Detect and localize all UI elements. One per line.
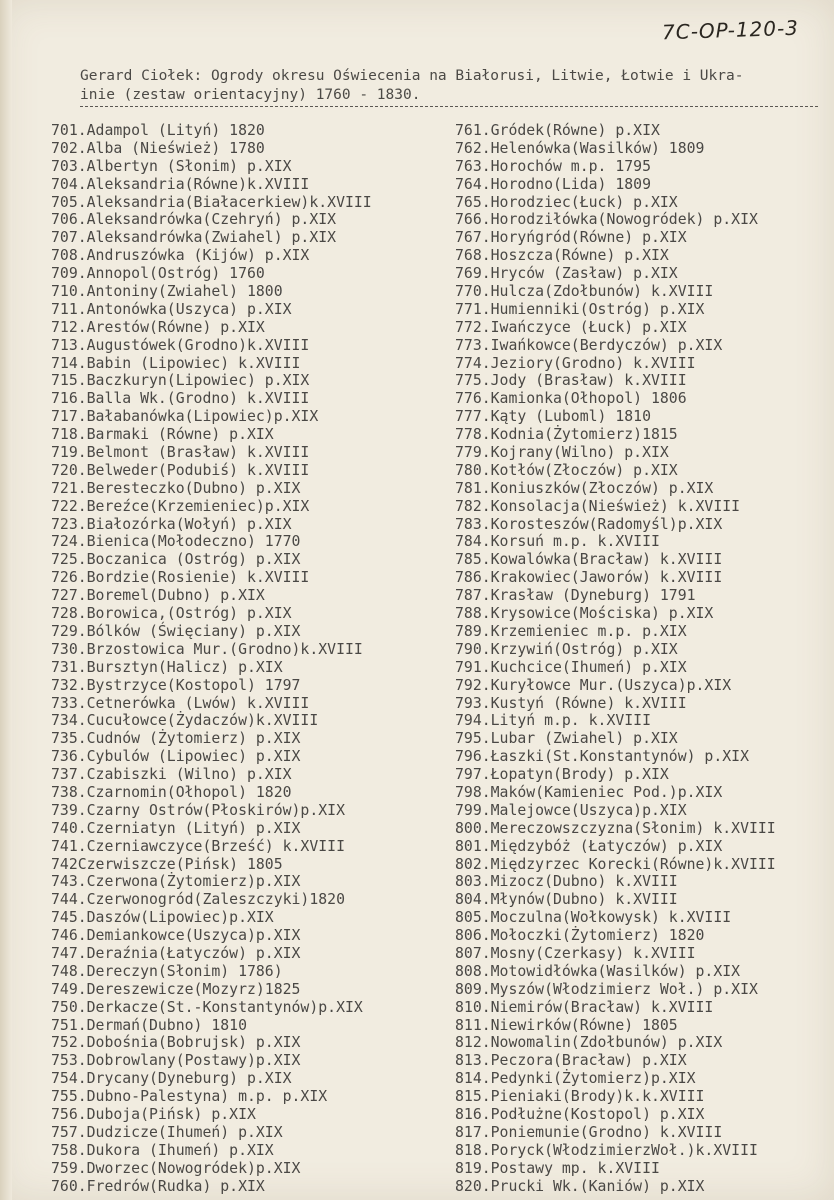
list-entry: 711.Antonówka(Uszyca) p.XIX bbox=[51, 300, 292, 318]
list-entry: 725.Boczanica (Ostróg) p.XIX bbox=[51, 551, 301, 569]
header-divider bbox=[80, 106, 818, 107]
list-entry: 797.Łopatyn(Brody) p.XIX bbox=[455, 766, 669, 784]
list-entry: 801.Międzybóż (Łatyczów) p.XIX bbox=[455, 837, 723, 855]
list-entry: 793.Kustyń (Równe) k.XVIII bbox=[455, 694, 687, 712]
list-entry: 814.Pedynki(Żytomierz)p.XIX bbox=[455, 1070, 696, 1088]
list-entry: 755.Dubno-Palestyna) m.p. p.XIX bbox=[51, 1088, 328, 1106]
list-entry: 783.Korosteszów(Radomyśl)p.XIX bbox=[455, 515, 723, 533]
list-entry: 717.Bałabanówka(Lipowiec)p.XIX bbox=[51, 408, 319, 426]
list-entry: 780.Kotłów(Złoczów) p.XIX bbox=[455, 461, 678, 479]
list-entry: 740.Czerniatyn (Lityń) p.XIX bbox=[51, 819, 301, 837]
list-entry: 734.Cucułowce(Żydaczów)k.XVIII bbox=[51, 712, 319, 730]
list-entry: 760.Fredrów(Rudka) p.XIX bbox=[51, 1177, 265, 1195]
list-entry: 761.Gródek(Równe) p.XIX bbox=[455, 122, 660, 139]
list-entry: 799.Malejowce(Uszyca)p.XIX bbox=[455, 801, 687, 819]
list-entry: 738.Czarnomin(Ołhopol) 1820 bbox=[51, 783, 292, 801]
list-entry: 705.Aleksandria(Białacerkiew)k.XVIII bbox=[51, 193, 372, 211]
list-entry: 815.Pieniaki(Brody)k.k.XVIII bbox=[455, 1088, 705, 1106]
handwritten-reference-mark: 7C-OP-120-3 bbox=[661, 15, 800, 45]
list-entry: 802.Międzyrzec Korecki(Równe)k.XVIII bbox=[455, 855, 776, 873]
list-entry: 720.Belweder(Podubiś) k.XVIII bbox=[51, 461, 310, 479]
list-entry: 712.Arestów(Równe) p.XIX bbox=[51, 318, 265, 336]
list-entry: 792.Kuryłowce Mur.(Uszyca)p.XIX bbox=[455, 676, 732, 694]
list-entry: 748.Dereczyn(Słonim) 1786) bbox=[51, 962, 283, 980]
list-entry: 709.Annopol(Ostróg) 1760 bbox=[51, 265, 265, 283]
list-entry: 764.Horodno(Lida) 1809 bbox=[455, 175, 651, 193]
list-entry: 768.Hoszcza(Równe) p.XIX bbox=[455, 247, 669, 265]
list-entry: 813.Peczora(Bracław) p.XIX bbox=[455, 1052, 687, 1070]
list-entry: 722.Bereźce(Krzemieniec)p.XIX bbox=[51, 497, 310, 515]
list-entry: 776.Kamionka(Ołhopol) 1806 bbox=[455, 390, 687, 408]
list-entry: 728.Borowica,(Ostróg) p.XIX bbox=[51, 605, 292, 623]
list-entry: 708.Andruszówka (Kijów) p.XIX bbox=[51, 247, 310, 265]
page-binding-edge bbox=[0, 0, 12, 1200]
list-entry: 723.Białozórka(Wołyń) p.XIX bbox=[51, 515, 292, 533]
list-entry: 774.Jeziory(Grodno) k.XVIII bbox=[455, 354, 696, 372]
list-entry: 715.Baczkuryn(Lipowiec) p.XIX bbox=[51, 372, 310, 390]
list-entry: 706.Aleksandrówka(Czehryń) p.XIX bbox=[51, 211, 337, 229]
list-entry: 750.Derkacze(St.-Konstantynów)p.XIX bbox=[51, 998, 363, 1016]
list-entry: 749.Dereszewicze(Mozyrz)1825 bbox=[51, 980, 301, 998]
list-entry: 757.Dudzicze(Ihumeń) p.XIX bbox=[51, 1123, 283, 1141]
list-entry: 810.Niemirów(Bracław) k.XVIII bbox=[455, 998, 714, 1016]
list-entry: 769.Hryców (Zasław) p.XIX bbox=[455, 265, 678, 283]
list-entry: 796.Łaszki(St.Konstantynów) p.XIX bbox=[455, 748, 749, 766]
list-entry: 710.Antoniny(Zwiahel) 1800 bbox=[51, 283, 283, 301]
list-entry: 713.Augustówek(Grodno)k.XVIII bbox=[51, 336, 310, 354]
list-entry: 726.Bordzie(Rosienie) k.XVIII bbox=[51, 569, 310, 587]
list-entry: 772.Iwańczyce (Łuck) p.XIX bbox=[455, 318, 687, 336]
list-entry: 767.Horyńgród(Równe) p.XIX bbox=[455, 229, 687, 247]
list-entry: 785.Kowalówka(Bracław) k.XVIII bbox=[455, 551, 723, 569]
list-entry: 779.Kojrany(Wilno) p.XIX bbox=[455, 444, 669, 462]
list-entry: 716.Balla Wk.(Grodno) k.XVIII bbox=[51, 390, 310, 408]
left-column-list bbox=[51, 122, 372, 1195]
header-line-1: Gerard Ciołek: Ogrody okresu Oświecenia na Białorusi, Litwie, Łotwie i Ukra- bbox=[80, 68, 744, 84]
list-entry: 714.Babin (Lipowiec) k.XVIII bbox=[51, 354, 301, 372]
list-entry: 753.Dobrowlany(Postawy)p.XIX bbox=[51, 1052, 301, 1070]
list-entry: 778.Kodnia(Żytomierz)1815 bbox=[455, 426, 678, 444]
list-entry: 794.Lityń m.p. k.XVIII bbox=[455, 712, 651, 730]
list-entry: 777.Kąty (Luboml) 1810 bbox=[455, 408, 651, 426]
list-entry: 798.Maków(Kamieniec Pod.)p.XIX bbox=[455, 783, 723, 801]
list-entry: 805.Moczulna(Wołkowysk) k.XVIII bbox=[455, 909, 732, 927]
list-entry: 727.Boremel(Dubno) p.XIX bbox=[51, 587, 265, 605]
list-entry: 775.Jody (Brasław) k.XVIII bbox=[455, 372, 687, 390]
list-entry: 702.Alba (Nieśwież) 1780 bbox=[51, 139, 265, 157]
list-entry: 763.Horochów m.p. 1795 bbox=[455, 157, 651, 175]
list-entry: 703.Albertyn (Słonim) p.XIX bbox=[51, 157, 292, 175]
list-entry: 781.Koniuszków(Złoczów) p.XIX bbox=[455, 479, 714, 497]
right-column-list bbox=[455, 122, 776, 1195]
list-entry: 759.Dworzec(Nowogródek)p.XIX bbox=[51, 1159, 301, 1177]
header-line-2: inie (zestaw orientacyjny) 1760 - 1830. bbox=[80, 87, 421, 103]
list-entry: 718.Barmaki (Równe) p.XIX bbox=[51, 426, 274, 444]
list-entry: 819.Postawy mp. k.XVIII bbox=[455, 1159, 660, 1177]
list-entry: 747.Deraźnia(Łatyczów) p.XIX bbox=[51, 944, 301, 962]
list-entry: 786.Krakowiec(Jaworów) k.XVIII bbox=[455, 569, 723, 587]
list-entry: 746.Demiankowce(Uszyca)p.XIX bbox=[51, 927, 301, 945]
list-entry: 795.Lubar (Zwiahel) p.XIX bbox=[455, 730, 678, 748]
list-entry: 808.Motowidłówka(Wasilków) p.XIX bbox=[455, 962, 741, 980]
list-entry: 816.Podłużne(Kostopol) p.XIX bbox=[455, 1105, 705, 1123]
list-entry: 817.Poniemunie(Grodno) k.XVIII bbox=[455, 1123, 723, 1141]
list-entry: 807.Mosny(Czerkasy) k.XVIII bbox=[455, 944, 696, 962]
list-entry: 732.Bystrzyce(Kostopol) 1797 bbox=[51, 676, 301, 694]
list-entry: 811.Niewirków(Równe) 1805 bbox=[455, 1016, 678, 1034]
list-entry: 806.Mołoczki(Żytomierz) 1820 bbox=[455, 927, 705, 945]
list-entry: 809.Myszów(Włodzimierz Woł.) p.XIX bbox=[455, 980, 758, 998]
list-entry: 739.Czarny Ostrów(Płoskirów)p.XIX bbox=[51, 801, 345, 819]
list-entry: 766.Horodziłówka(Nowogródek) p.XIX bbox=[455, 211, 758, 229]
list-entry: 751.Dermań(Dubno) 1810 bbox=[51, 1016, 247, 1034]
list-entry: 820.Prucki Wk.(Kaniów) p.XIX bbox=[455, 1177, 705, 1195]
list-entry: 818.Poryck(WłodzimierzWoł.)k.XVIII bbox=[455, 1141, 758, 1159]
list-entry: 789.Krzemieniec m.p. p.XIX bbox=[455, 622, 687, 640]
list-entry: 773.Iwańkowce(Berdyczów) p.XIX bbox=[455, 336, 723, 354]
list-entry: 752.Dobośnia(Bobrujsk) p.XIX bbox=[51, 1034, 301, 1052]
list-entry: 804.Młynów(Dubno) k.XVIII bbox=[455, 891, 678, 909]
list-entry: 733.Cetnerówka (Lwów) k.XVIII bbox=[51, 694, 310, 712]
list-entry: 743.Czerwona(Żytomierz)p.XIX bbox=[51, 873, 301, 891]
list-entry: 787.Krasław (Dyneburg) 1791 bbox=[455, 587, 696, 605]
list-entry: 756.Duboja(Pińsk) p.XIX bbox=[51, 1105, 256, 1123]
list-entry: 736.Cybulów (Lipowiec) p.XIX bbox=[51, 748, 301, 766]
list-entry: 729.Bólków (Święciany) p.XIX bbox=[51, 622, 301, 640]
list-entry: 770.Hulcza(Zdołbunów) k.XVIII bbox=[455, 283, 714, 301]
list-entry: 744.Czerwonogród(Zaleszczyki)1820 bbox=[51, 891, 345, 909]
list-entry: 788.Krysowice(Mościska) p.XIX bbox=[455, 605, 714, 623]
list-entry: 701.Adampol (Lityń) 1820 bbox=[51, 122, 265, 139]
list-entry: 742Czerwiszcze(Pińsk) 1805 bbox=[51, 855, 283, 873]
list-entry: 754.Drycany(Dyneburg) p.XIX bbox=[51, 1070, 292, 1088]
list-entry: 719.Belmont (Brasław) k.XVIII bbox=[51, 444, 310, 462]
list-entry: 758.Dukora (Ihumeń) p.XIX bbox=[51, 1141, 274, 1159]
list-entry: 782.Konsolacja(Nieśwież) k.XVIII bbox=[455, 497, 741, 515]
list-entry: 730.Brzostowica Mur.(Grodno)k.XVIII bbox=[51, 640, 363, 658]
list-entry: 803.Mizocz(Dubno) k.XVIII bbox=[455, 873, 678, 891]
document-header bbox=[80, 67, 820, 105]
list-entry: 721.Beresteczko(Dubno) p.XIX bbox=[51, 479, 301, 497]
list-entry: 771.Humienniki(Ostróg) p.XIX bbox=[455, 300, 705, 318]
list-entry: 731.Bursztyn(Halicz) p.XIX bbox=[51, 658, 283, 676]
list-entry: 765.Horodziec(Łuck) p.XIX bbox=[455, 193, 678, 211]
list-entry: 784.Korsuń m.p. k.XVIII bbox=[455, 533, 660, 551]
list-entry: 790.Krzywiń(Ostróg) p.XIX bbox=[455, 640, 678, 658]
list-entry: 707.Aleksandrówka(Zwiahel) p.XIX bbox=[51, 229, 337, 247]
list-entry: 724.Bienica(Mołodeczno) 1770 bbox=[51, 533, 301, 551]
list-entry: 745.Daszów(Lipowiec)p.XIX bbox=[51, 909, 274, 927]
list-entry: 735.Cudnów (Żytomierz) p.XIX bbox=[51, 730, 301, 748]
list-entry: 791.Kuchcice(Ihumeń) p.XIX bbox=[455, 658, 687, 676]
list-entry: 800.Mereczowszczyzna(Słonim) k.XVIII bbox=[455, 819, 776, 837]
list-entry: 762.Helenówka(Wasilków) 1809 bbox=[455, 139, 705, 157]
list-entry: 704.Aleksandria(Równe)k.XVIII bbox=[51, 175, 310, 193]
list-entry: 741.Czerniawczyce(Brześć) k.XVIII bbox=[51, 837, 345, 855]
list-entry: 812.Nowomalin(Zdołbunów) p.XIX bbox=[455, 1034, 723, 1052]
list-entry: 737.Czabiszki (Wilno) p.XIX bbox=[51, 766, 292, 784]
